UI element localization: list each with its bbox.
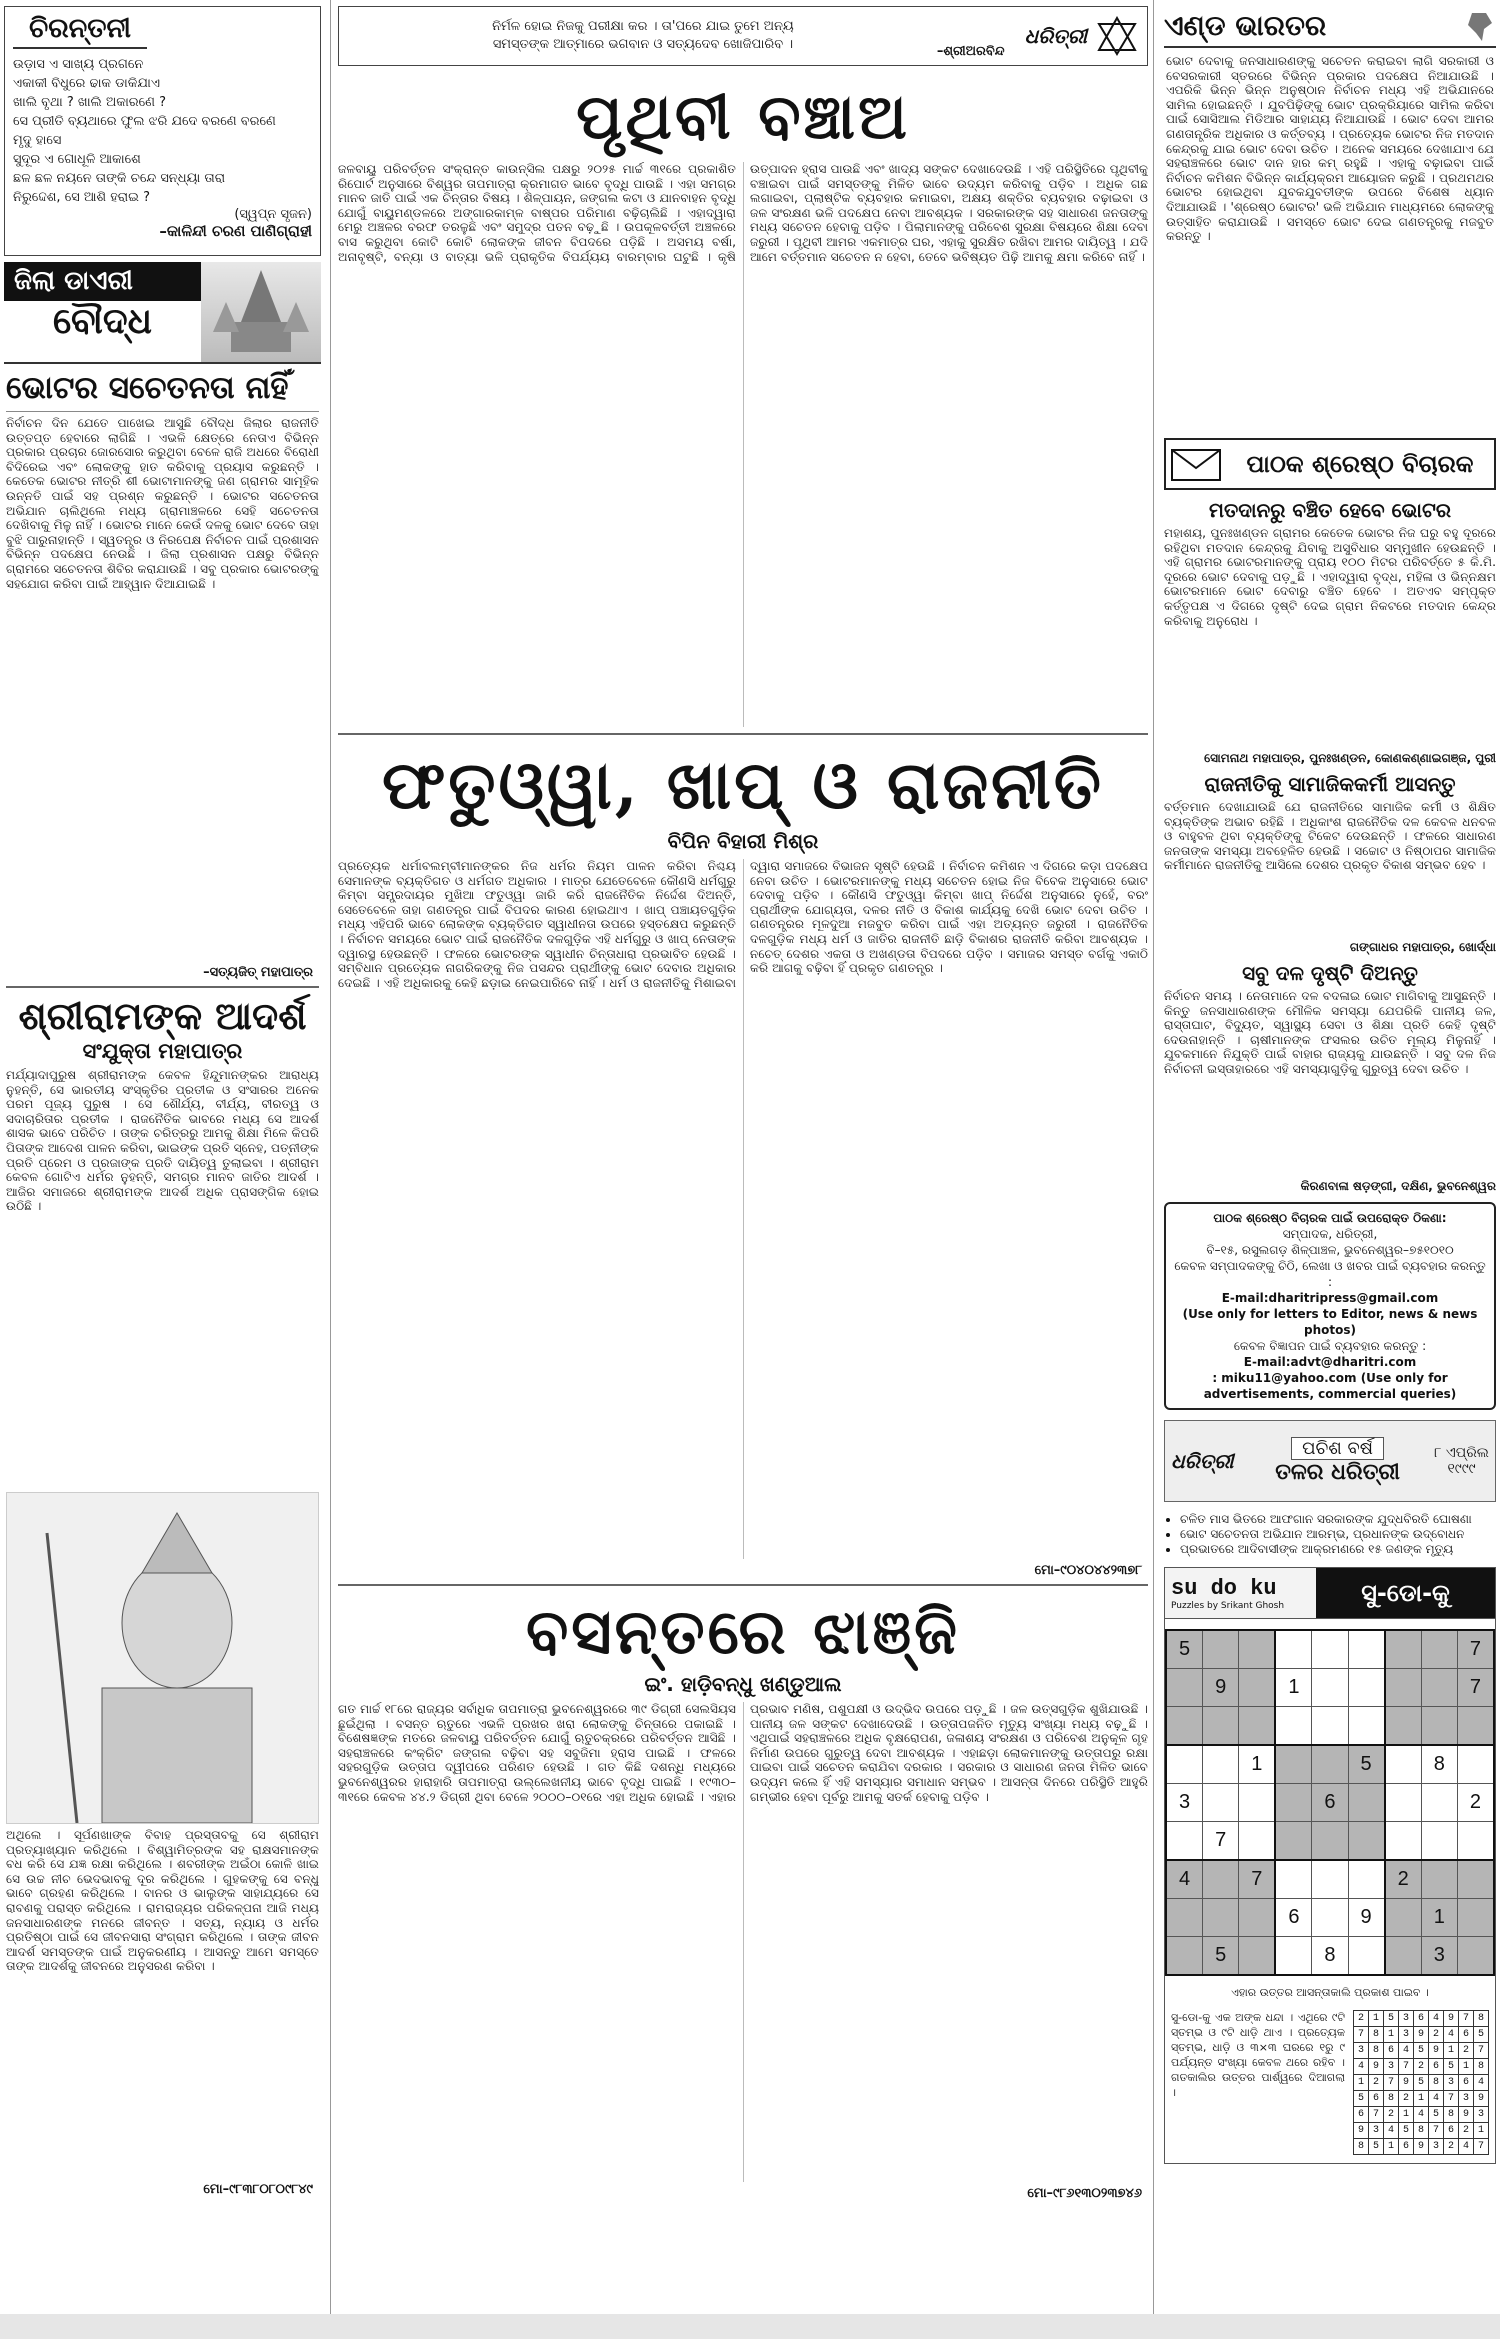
sudoku-answer-cell: 9 (1474, 2091, 1489, 2107)
sudoku-cell (1203, 1745, 1239, 1784)
sudoku-cell (1348, 1937, 1385, 1976)
sudoku-answer-grid (1353, 2010, 1489, 2155)
sudoku-answer-cell: 6 (1459, 2027, 1474, 2043)
sudoku-header (1165, 1568, 1495, 1619)
sudoku-answer-cell: 9 (1414, 2027, 1429, 2043)
rama-image (6, 1492, 319, 1824)
letter3-body: ନିର୍ବାଚନ ସମୟ । ନେତାମାନେ ଦଳ ବଦଳାଇ ଭୋଟ ମାଗିବାକୁ ଆସୁଛନ୍ତି । କିନ୍ତୁ ଜନସାଧାରଣଙ୍କ ମୌଳିକ ସମସ୍ୟା ଯେପରିକି ପାନୀୟ ଜଳ, ରାସ୍ତାଘାଟ, ବିଦ୍ୟୁତ, ସ୍ୱାସ୍ଥ୍ୟ ସେବା ଓ ଶିକ୍ଷା ପ୍ରତି କେହି ଦୃଷ୍ଟି ଦେଉନାହାନ୍ତି । ଚାଷୀମାନଙ୍କ ଫସଲର ଉଚିତ ମୂଲ୍ୟ ମିଳୁନାହିଁ । ଯୁବକମାନେ ନିଯୁକ୍ତି ପାଇଁ ବାହାର ରାଜ୍ୟକୁ ଯାଉଛନ୍ତି । ସବୁ ଦଳ ନିଜ ନିର୍ବାଚନୀ ଇସ୍ତାହାରରେ ଏହି ସମସ୍ୟାଗୁଡ଼ିକୁ ଗୁରୁତ୍ୱ ଦେବା ଉଚିତ । (1164, 989, 1496, 1076)
sudoku-answer-cell: 4 (1414, 2107, 1429, 2123)
sudoku-cell (1275, 1937, 1312, 1976)
sudoku-cell: 2 (1385, 1860, 1422, 1899)
sudoku-answer-cell: 8 (1369, 2043, 1384, 2059)
sudoku-answer-cell: 2 (1459, 2043, 1474, 2059)
sudoku-cell (1457, 1707, 1494, 1746)
sudoku-answer-cell: 1 (1384, 2027, 1399, 2043)
archive-item: • ଚଳିତ ମାସ ଭିତରେ ଆଫଗାନ ସରକାରଙ୍କ ଯୁଦ୍ଧବିରତି ଘୋଷଣା (1180, 1512, 1494, 1527)
sudoku-answer-cell: 3 (1384, 2059, 1399, 2075)
sudoku-answer-cell: 8 (1429, 2075, 1444, 2091)
archive-date2: ୧୯୯୯ (1447, 1461, 1476, 1477)
sudoku-answer-cell: 3 (1444, 2075, 1459, 2091)
sudoku-answer-cell: 7 (1369, 2107, 1384, 2123)
sudoku-cell (1421, 1822, 1457, 1861)
rama-title: ଶ୍ରୀରାମଙ୍କ ଆଦର୍ଶ (18, 994, 307, 1038)
sudoku-answer-cell: 1 (1384, 2139, 1399, 2155)
sudoku-answer-cell: 4 (1384, 2123, 1399, 2139)
sudoku-cell (1239, 1822, 1276, 1861)
sudoku-brand: su do ku (1171, 1575, 1277, 1601)
sudoku-cell (1166, 1745, 1203, 1784)
sudoku-answer-cell: 2 (1414, 2059, 1429, 2075)
earth-body: ଜଳବାୟୁ ପରିବର୍ତ୍ତନ ସଂକ୍ରାନ୍ତ କାଉନ୍ସିଲ ପକ୍ଷରୁ ୨୦୨୫ ମାର୍ଚ୍ଚ ୩୧ରେ ପ୍ରକାଶିତ ରିପୋର୍ଟ ଅନୁସାରେ ବିଶ୍ୱର ତାପମାତ୍ରା କ୍ରମାଗତ ଭାବେ ବୃଦ୍ଧି ପାଉଛି । ଏହା ସମଗ୍ର ମାନବ ଜାତି ପାଇଁ ଏକ ଚିନ୍ତାର ବିଷୟ । ଶିଳ୍ପାୟନ, ଜଙ୍ଗଲ କଟା ଓ ଯାନବାହନ ବୃଦ୍ଧି ଯୋଗୁଁ ବାୟୁମଣ୍ଡଳରେ ଅଙ୍ଗାରକାମ୍ଳ ବାଷ୍ପର ପରିମାଣ ବଢ଼ିଚାଲିଛି । ଏହାଦ୍ୱାରା ମେରୁ ଅଞ୍ଚଳର ବରଫ ତରଳୁଛି ଏବଂ ସମୁଦ୍ର ପତନ ବଢ଼ୁଛି । ଉପକୂଳବର୍ତ୍ତୀ ଅଞ୍ଚଳରେ ବାସ କରୁଥିବା କୋଟି କୋଟି ଲୋକଙ୍କ ଜୀବନ ବିପଦରେ ପଡ଼ିଛି । ଅସମୟ ବର୍ଷା, ଅନାବୃଷ୍ଟି, ବନ୍ୟା ଓ ବାତ୍ୟା ଭଳି ପ୍ରାକୃତିକ ବିପର୍ଯ୍ୟୟ ବାରମ୍ବାର ଘଟୁଛି । କୃଷି ଉତ୍ପାଦନ ହ୍ରାସ ପାଉଛି ଏବଂ ଖାଦ୍ୟ ସଙ୍କଟ ଦେଖାଦେଉଛି । ଏହି ପରିସ୍ଥିତିରେ ପୃଥିବୀକୁ ବଞ୍ଚାଇବା ପାଇଁ ସମସ୍ତଙ୍କୁ ମିଳିତ ଭାବେ ଉଦ୍ୟମ କରିବାକୁ ପଡ଼ିବ । ଅଧିକ ଗଛ ଲଗାଇବା, ପ୍ଲାଷ୍ଟିକ ବ୍ୟବହାର କମାଇବା, ଅକ୍ଷୟ ଶକ୍ତିର ବ୍ୟବହାର ବଢ଼ାଇବା ଓ ଜଳ ସଂରକ୍ଷଣ ଭଳି ପଦକ୍ଷେପ ନେବା ଆବଶ୍ୟକ । ସରକାରଙ୍କ ସହ ସାଧାରଣ ଜନତାଙ୍କୁ ମଧ୍ୟ ସଚେତନ ହେବାକୁ ପଡ଼ିବ । ପିଲାମାନଙ୍କୁ ପରିବେଶ ସୁରକ୍ଷା ବିଷୟରେ ଶିକ୍ଷା ଦେବା ଜରୁରୀ । ପୃଥିବୀ ଆମର ଏକମାତ୍ର ଘର, ଏହାକୁ ସୁରକ୍ଷିତ ରଖିବା ଆମର ଦାୟିତ୍ୱ । ଯଦି ଆମେ ବର୍ତ୍ତମାନ ସଚେତନ ନ ହେବା, ତେବେ ଭବିଷ୍ୟତ ପିଢ଼ି ଆମକୁ କ୍ଷମା କରିବେ ନାହିଁ । (338, 162, 1148, 264)
poem-line: ନିରୁଦ୍ଦେଶ, ସେ ଆଶି ହରାଇ ? (13, 190, 150, 205)
india-map-icon (1462, 9, 1496, 43)
letter3-sign: କିରଣବାଳା ଷଡ଼ଙ୍ଗୀ, ଦକ୍ଷିଣ, ଭୁବନେଶ୍ୱର (1300, 1179, 1496, 1193)
poem-tag: (ସ୍ୱପ୍ନ ସୃଜନ) (234, 207, 312, 222)
letter1-body: ମହାଶୟ, ପୁନଃଖଣ୍ଡନ ଗ୍ରାମର କେତେକ ଭୋଟର ନିଜ ଘରୁ ବହୁ ଦୂରରେ ରହିଥିବା ମତଦାନ କେନ୍ଦ୍ରକୁ ଯିବାକୁ ଅସୁବିଧାର ସମ୍ମୁଖୀନ ହେଉଛନ୍ତି । ଏହି ଗ୍ରାମର ଭୋଟରମାନଙ୍କୁ ପ୍ରାୟ ୧୦୦ ମିଟର ପରିବର୍ତ୍ତେ ୫ କି.ମି. ଦୂରରେ ଭୋଟ ଦେବାକୁ ପଡ଼ୁଛି । ଏହାଦ୍ୱାରା ବୃଦ୍ଧ, ମହିଳା ଓ ଭିନ୍ନକ୍ଷମ ଭୋଟରମାନେ ଭୋଟ ଦେବାରୁ ବଞ୍ଚିତ ହେବେ । ଅତଏବ ସମ୍ପୃକ୍ତ କର୍ତ୍ତୃପକ୍ଷ ଏ ଦିଗରେ ଦୃଷ୍ଟି ଦେଇ ଗ୍ରାମ ନିକଟରେ ମତଦାନ କେନ୍ଦ୍ର କରିବାକୁ ଅନୁରୋଧ । (1164, 526, 1496, 628)
sudoku-answer-cell: 9 (1399, 2075, 1414, 2091)
sudoku-cell (1457, 1899, 1494, 1937)
letters-banner-text: ପାଠକ ଶ୍ରେଷ୍ଠ ବିଚାରକ (1246, 450, 1474, 478)
sudoku-cell (1312, 1860, 1348, 1899)
sudoku-cell (1421, 1669, 1457, 1707)
sudoku-cell (1203, 1899, 1239, 1937)
sudoku-answer-cell: 8 (1444, 2107, 1459, 2123)
rama-phone: ମୋ–୯୮୩୮୦୮୦୯୮୪୯ (203, 2182, 313, 2197)
letter2-body: ବର୍ତ୍ତମାନ ଦେଖାଯାଉଛି ଯେ ରାଜନୀତିରେ ସାମାଜିକ କର୍ମୀ ଓ ଶିକ୍ଷିତ ବ୍ୟକ୍ତିଙ୍କ ଅଭାବ ରହିଛି । ଅଧିକାଂଶ ରାଜନୈତିକ ଦଳ କେବଳ ଧନବଳ ଓ ବାହୁବଳ ଥିବା ବ୍ୟକ୍ତିଙ୍କୁ ଟିକେଟ ଦେଉଛନ୍ତି । ଫଳରେ ସାଧାରଣ ଜନତାଙ୍କ ସମସ୍ୟା ଅବହେଳିତ ହେଉଛି । ସଚ୍ଚୋଟ ଓ ନିଷ୍ଠାପର ସାମାଜିକ କର୍ମୀମାନେ ରାଜନୀତିକୁ ଆସିଲେ ଦେଶର ପ୍ରକୃତ ବିକାଶ ସମ୍ଭବ ହେବ । (1164, 800, 1496, 873)
sudoku-answer-cell: 6 (1354, 2107, 1369, 2123)
sudoku-answer-cell: 1 (1474, 2123, 1489, 2139)
sudoku-cell: 7 (1457, 1669, 1494, 1707)
sudoku-cell (1239, 1899, 1276, 1937)
sudoku-cell: 5 (1348, 1745, 1385, 1784)
sudoku-answer-cell: 5 (1384, 2011, 1399, 2027)
sudoku-answer-cell: 8 (1384, 2091, 1399, 2107)
rama-body: ମର୍ଯ୍ୟାଦାପୁରୁଷ ଶ୍ରୀରାମଙ୍କ କେବଳ ହିନ୍ଦୁମାନଙ୍କର ଆରାଧ୍ୟ ନୁହନ୍ତି, ସେ ଭାରତୀୟ ସଂସ୍କୃତିର ପ୍ରତୀକ ଓ ସଂସାରର ଅନେକ ପରମ ପୂଜ୍ୟ ପୁରୁଷ । ସେ ଶୌର୍ଯ୍ୟ, ବୀର୍ଯ୍ୟ, ବୀରତ୍ୱ ଓ ସଦାଚାରିତାର ପ୍ରତୀକ । ରାଜନୈତିକ ଭାବରେ ମଧ୍ୟ ସେ ଆଦର୍ଶ ଶାସକ ଭାବେ ପରିଚିତ । ତାଙ୍କ ଚରିତ୍ରରୁ ଆମକୁ ଶିକ୍ଷା ମିଳେ କିପରି ପିତାଙ୍କ ଆଦେଶ ପାଳନ କରିବା, ଭାଇଙ୍କ ପ୍ରତି ସ୍ନେହ, ପତ୍ନୀଙ୍କ ପ୍ରତି ପ୍ରେମ ଓ ପ୍ରଜାଙ୍କ ପ୍ରତି ଦାୟିତ୍ୱ ତୁଲାଇବା । ଶ୍ରୀରାମ କେବଳ ଗୋଟିଏ ଧର୍ମର ନୁହନ୍ତି, ସମଗ୍ର ମାନବ ଜାତିର ଆଦର୍ଶ । ଆଜିର ସମାଜରେ ଶ୍ରୀରାମଙ୍କ ଆଦର୍ଶ ଅଧିକ ପ୍ରାସଙ୍ଗିକ ହୋଇ ଉଠିଛି । (6, 1068, 319, 1214)
voter-article (6, 370, 319, 980)
sudoku-cell (1385, 1745, 1422, 1784)
sudoku-answer-cell: 1 (1369, 2011, 1384, 2027)
sudoku-answer-note: ଏହାର ଉତ୍ତର ଆସନ୍ତାକାଲି ପ୍ରକାଶ ପାଇବ । (1231, 1986, 1429, 1999)
sudoku-answer-cell: 1 (1399, 2107, 1414, 2123)
sudoku-answer-cell: 3 (1354, 2043, 1369, 2059)
sudoku-answer-cell: 6 (1459, 2075, 1474, 2091)
quote-box (338, 6, 1148, 66)
sudoku-answer-cell: 6 (1399, 2139, 1414, 2155)
sudoku-cell: 6 (1275, 1899, 1312, 1937)
sudoku-cell (1203, 1630, 1239, 1669)
fatwa-body: ପ୍ରତ୍ୟେକ ଧର୍ମାବଲମ୍ବୀମାନଙ୍କର ନିଜ ଧର୍ମର ନିୟମ ପାଳନ କରିବା ନିଶ୍ଚୟ ସେମାନଙ୍କ ବ୍ୟକ୍ତିଗତ ଓ ଧର୍ମଗତ ଅଧିକାର । ମାତ୍ର ଯେତେବେଳେ କୌଣସି ଧର୍ମଗୁରୁ କିମ୍ବା ସମ୍ପ୍ରଦାୟର ମୁଖିଆ ଫତୁଓ୍ୱା ଜାରି କରି ରାଜନୈତିକ ନିର୍ଦ୍ଦେଶ ଦିଅନ୍ତି, ସେତେବେଳେ ତାହା ଗଣତନ୍ତ୍ର ପାଇଁ ବିପଦର କାରଣ ହୋଇଥାଏ । ଖାପ୍ ପଞ୍ଚାୟତଗୁଡ଼ିକ ମଧ୍ୟ ଏହିପରି ଭାବେ ଲୋକଙ୍କ ବ୍ୟକ୍ତିଗତ ସ୍ୱାଧୀନତା ଉପରେ ହସ୍ତକ୍ଷେପ କରୁଛନ୍ତି । ନିର୍ବାଚନ ସମୟରେ ଭୋଟ ପାଇଁ ରାଜନୈତିକ ଦଳଗୁଡ଼ିକ ଏହି ଧର୍ମଗୁରୁ ଓ ଖାପ୍ ନେତାଙ୍କ ଦ୍ୱାରସ୍ଥ ହେଉଛନ୍ତି । ଫଳରେ ଭୋଟରଙ୍କ ସ୍ୱାଧୀନ ଚିନ୍ତାଧାରା ପ୍ରଭାବିତ ହେଉଛି । ସମ୍ବିଧାନ ପ୍ରତ୍ୟେକ ନାଗରିକଙ୍କୁ ନିଜ ପସନ୍ଦର ପ୍ରାର୍ଥୀଙ୍କୁ ଭୋଟ ଦେବାର ଅଧିକାର ଦେଇଛି । ଏହି ଅଧିକାରକୁ କେହି ଛଡ଼ାଇ ନେଇପାରିବେ ନାହିଁ । ଧର୍ମ ଓ ରାଜନୀତିକୁ ମିଶାଇବା ଦ୍ୱାରା ସମାଜରେ ବିଭାଜନ ସୃଷ୍ଟି ହେଉଛି । ନିର୍ବାଚନ କମିଶନ ଏ ଦିଗରେ କଡ଼ା ପଦକ୍ଷେପ ନେବା ଉଚିତ । ଭୋଟରମାନଙ୍କୁ ମଧ୍ୟ ସଚେତନ ହୋଇ ନିଜ ବିବେକ ଅନୁସାରେ ଭୋଟ ଦେବାକୁ ପଡ଼ିବ । କୌଣସି ଫତୁଓ୍ୱା କିମ୍ବା ଖାପ୍ ନିର୍ଦ୍ଦେଶ ଅନୁସାରେ ନୁହେଁ, ବରଂ ପ୍ରାର୍ଥୀଙ୍କ ଯୋଗ୍ୟତା, ଦଳର ନୀତି ଓ ବିକାଶ କାର୍ଯ୍ୟକୁ ଦେଖି ଭୋଟ ଦେବା ଉଚିତ । ଗଣତନ୍ତ୍ରର ମୂଳଦୁଆ ମଜବୁତ କରିବା ପାଇଁ ଏହା ଅତ୍ୟନ୍ତ ଜରୁରୀ । ରାଜନୈତିକ ଦଳଗୁଡ଼ିକ ମଧ୍ୟ ଧର୍ମ ଓ ଜାତିର ରାଜନୀତି ଛାଡ଼ି ବିକାଶର ରାଜନୀତି କରିବା ଆବଶ୍ୟକ । ନଚେତ୍ ଦେଶର ଏକତା ଓ ଅଖଣ୍ଡତା ବିପଦରେ ପଡ଼ିବ । ସମାଜର ସମସ୍ତ ବର୍ଗକୁ ଏକାଠି କରି ଆଗକୁ ବଢ଼ିବା ହିଁ ପ୍ରକୃତ ଗଣତନ୍ତ୍ର । (338, 859, 1148, 990)
sudoku-answer-cell: 8 (1414, 2123, 1429, 2139)
sudoku-answer-cell: 4 (1399, 2043, 1414, 2059)
sudoku-cell (1166, 1669, 1203, 1707)
sudoku-cell (1385, 1937, 1422, 1976)
sudoku-answer-cell: 2 (1399, 2091, 1414, 2107)
spring-title: ବସନ୍ତରେ ଝାଞ୍ଜି (525, 1595, 961, 1668)
envelope-icon (1166, 442, 1226, 486)
sudoku-answer-cell: 7 (1429, 2123, 1444, 2139)
sudoku-cell (1421, 1860, 1457, 1899)
sudoku-grid (1165, 1629, 1495, 1976)
archive-tag: ତଳର ଧରିତ୍ରୀ (1275, 1460, 1400, 1485)
sudoku-cell: 8 (1421, 1745, 1457, 1784)
sudoku-answer-cell: 2 (1444, 2139, 1459, 2155)
poem-author: –କାଳିନ୍ଦୀ ଚରଣ ପାଣିଗ୍ରାହୀ (159, 222, 312, 240)
voter-title: ଭୋଟର ସଚେତନତା ନାହିଁ (6, 370, 289, 406)
sudoku-answer-cell: 1 (1459, 2059, 1474, 2075)
sudoku-cell (1421, 1784, 1457, 1822)
sudoku-cell (1239, 1784, 1276, 1822)
temple-icon (201, 262, 321, 362)
diary-place: ବୌଦ୍ଧ (53, 301, 152, 342)
sudoku-cell (1385, 1707, 1422, 1746)
poem-line: ସୁଦୂର ଏ ଗୋଧୂଳି ଆକାଶେ (13, 152, 141, 167)
rama-body2: ଅଥିଲେ । ସୂର୍ପଣଖାଙ୍କ ବିବାହ ପ୍ରସ୍ତାବକୁ ସେ ଶ୍ରୀରାମ ପ୍ରତ୍ୟାଖ୍ୟାନ କରିଥିଲେ । ବିଶ୍ୱାମିତ୍ରଙ୍କ ସହ ରାକ୍ଷସମାନଙ୍କ ବଧ କରି ସେ ଯଜ୍ଞ ରକ୍ଷା କରିଥିଲେ । ଶବରୀଙ୍କ ଅଇଁଠା କୋଳି ଖାଇ ସେ ଉଚ୍ଚ ନୀଚ ଭେଦଭାବକୁ ଦୂର କରିଥିଲେ । ଗୁହକଙ୍କୁ ସେ ବନ୍ଧୁ ଭାବେ ଗ୍ରହଣ କରିଥିଲେ । ବାନର ଓ ଭାଲୁଙ୍କ ସାହାଯ୍ୟରେ ସେ ରାବଣକୁ ପରାସ୍ତ କରିଥିଲେ । ରାମରାଜ୍ୟର ପରିକଳ୍ପନା ଆଜି ମଧ୍ୟ ଜନସାଧାରଣଙ୍କ ମନରେ ଜୀବନ୍ତ । ସତ୍ୟ, ନ୍ୟାୟ ଓ ଧର୍ମର ପ୍ରତିଷ୍ଠା ପାଇଁ ସେ ଜୀବନସାରା ସଂଗ୍ରାମ କରିଥିଲେ । ତାଙ୍କ ଜୀବନ ଆଦର୍ଶ ସମସ୍ତଙ୍କ ପାଇଁ ଅନୁକରଣୀୟ । ଆସନ୍ତୁ ଆମେ ସମସ୍ତେ ତାଙ୍କ ଆଦର୍ଶକୁ ଜୀବନରେ ଅନୁସରଣ କରିବା । (6, 1828, 319, 1974)
sudoku-cell (1348, 1630, 1385, 1669)
sudoku-answer-cell: 9 (1459, 2107, 1474, 2123)
sudoku-cell (1348, 1784, 1385, 1822)
sudoku-cell (1275, 1630, 1312, 1669)
letter2-title: ରାଜନୀତିକୁ ସାମାଜିକକର୍ମୀ ଆସନ୍ତୁ (1204, 772, 1456, 796)
middle-column (338, 0, 1148, 2314)
temple-image (201, 262, 321, 362)
quote-line1: ନିର୍ମଳ ହୋଇ ନିଜକୁ ପରୀକ୍ଷା କର । ତା'ପରେ ଯାଇ ତୁମେ ଅନ୍ୟ (492, 19, 794, 34)
adv-email-note: advertisements, commercial queries) (1203, 1387, 1457, 1401)
archive-years: ପଚିଶ ବର୍ଷ (1291, 1437, 1384, 1460)
sudoku-cell (1348, 1669, 1385, 1707)
sudoku-cell: 1 (1275, 1669, 1312, 1707)
diary-label: ଜିଲା ଡାଏରୀ (4, 262, 201, 301)
sudoku-cell (1275, 1860, 1312, 1899)
sudoku-cell (1239, 1937, 1276, 1976)
sudoku-answer-cell: 7 (1474, 2139, 1489, 2155)
rama-illustration-icon (7, 1493, 320, 1823)
letter1-sign: ସୋମନାଥ ମହାପାତ୍ର, ପୁନଃଖଣ୍ଡନ, କୋଣକଣ୍ଣାଇଗଞ୍ଜ, ପୁରୀ (1204, 751, 1496, 765)
sudoku-cell: 3 (1166, 1784, 1203, 1822)
column-body: ଭୋଟ ଦେବାକୁ ଜନସାଧାରଣଙ୍କୁ ସଚେତନ କରାଇବା ଲାଗି ସରକାରୀ ଓ ବେସରକାରୀ ସ୍ତରରେ ବିଭିନ୍ନ ପ୍ରକାର ପଦକ୍ଷେପ ନିଆଯାଉଛି । ଏପରିକି ଭିନ୍ନ ଭିନ୍ନ ଅନୁଷ୍ଠାନ ନିର୍ବାଚନ ମଧ୍ୟ ଏହି ଅଭିଯାନରେ ସାମିଲ ହୋଇଛନ୍ତି । ଯୁବପିଢ଼ିଙ୍କୁ ଭୋଟ ପ୍ରକ୍ରିୟାରେ ସାମିଲ କରିବା ପାଇଁ ସୋସିଆଲ ମିଡିଆର ସାହାଯ୍ୟ ନିଆଯାଉଛି । ଭୋଟ ଦେବା ଆମର ଗଣତାନ୍ତ୍ରିକ ଅଧିକାର ଓ କର୍ତ୍ତବ୍ୟ । ପ୍ରତ୍ୟେକ ଭୋଟର ନିଜ ମତଦାନ କେନ୍ଦ୍ରକୁ ଯାଇ ଭୋଟ ଦେବା ଉଚିତ । ଅନେକ ସମୟରେ ଦେଖାଯାଏ ଯେ ସହରାଞ୍ଚଳରେ ଭୋଟ ଦାନ ହାର କମ୍ ରହୁଛି । ଏହାକୁ ବଢ଼ାଇବା ପାଇଁ ନିର୍ବାଚନ କମିଶନ ବିଭିନ୍ନ କାର୍ଯ୍ୟକ୍ରମ ଆୟୋଜନ କରୁଛି । ପ୍ରଥମଥର ଭୋଟର ହୋଇଥିବା ଯୁବକଯୁବତୀଙ୍କ ଉପରେ ବିଶେଷ ଧ୍ୟାନ ଦିଆଯାଉଛି । 'ଶ୍ରେଷ୍ଠ ଭୋଟର' ଭଳି ଅଭିଯାନ ମାଧ୍ୟମରେ ଲୋକଙ୍କୁ ଉତ୍ସାହିତ କରାଯାଉଛି । ସମସ୍ତେ ଭୋଟ ଦେଇ ଗଣତନ୍ତ୍ରକୁ ମଜବୁତ କରନ୍ତୁ । (1166, 54, 1494, 244)
sudoku-answer-cell: 6 (1414, 2011, 1429, 2027)
archive-item: • ପ୍ରଭାତରେ ଆଦିବାସୀଙ୍କ ଆକ୍ରମଣରେ ୧୫ ଜଣଙ୍କ ମୃତ୍ୟୁ (1180, 1542, 1494, 1557)
address-title: ପାଠକ ଶ୍ରେଷ୍ଠ ବିଚାରକ ପାଇଁ ଉପରୋକ୍ତ ଠିକଣା: (1213, 1211, 1447, 1225)
sudoku-cell (1166, 1937, 1203, 1976)
spring-article (338, 1592, 1148, 2201)
quote-logo: ଧରିତ୍ରୀ (1024, 24, 1087, 48)
sudoku-cell: 1 (1239, 1745, 1276, 1784)
sudoku-cell (1312, 1669, 1348, 1707)
sudoku-answer-cell: 2 (1384, 2107, 1399, 2123)
sudoku-cell (1457, 1937, 1494, 1976)
sudoku-answer-cell: 3 (1399, 2027, 1414, 2043)
sudoku-answer-cell: 9 (1369, 2059, 1384, 2075)
letter2-sign: ଗଙ୍ଗାଧର ମହାପାତ୍ର, ଖୋର୍ଦ୍ଧା (1349, 940, 1496, 954)
sudoku-title: ସୁ-ଡୋ-କୁ (1316, 1568, 1495, 1618)
poem-lines (13, 55, 312, 207)
sudoku-answer-cell: 7 (1459, 2011, 1474, 2027)
sudoku-cell (1312, 1822, 1348, 1861)
sudoku-cell (1312, 1899, 1348, 1937)
sudoku-cell (1385, 1669, 1422, 1707)
adv-email2[interactable]: : miku11@yahoo.com (Use only for (1212, 1371, 1448, 1385)
sudoku-cell (1348, 1822, 1385, 1861)
archive-item: • ଭୋଟ ସଚେତନତା ଅଭିଯାନ ଆରମ୍ଭ, ପ୍ରଧାନଙ୍କ ଉଦ୍ବୋଧନ (1180, 1527, 1494, 1542)
editor-email-note: (Use only for letters to Editor, news & news photos) (1182, 1307, 1478, 1337)
sudoku-cell (1239, 1669, 1276, 1707)
sudoku-answer-cell: 4 (1444, 2027, 1459, 2043)
archive-list (1166, 1512, 1494, 1557)
sudoku-answer-cell: 3 (1459, 2091, 1474, 2107)
sudoku-answer-cell: 7 (1474, 2043, 1489, 2059)
sudoku-cell: 7 (1457, 1630, 1494, 1669)
rama-article (6, 986, 319, 2197)
sudoku-answer-cell: 6 (1429, 2059, 1444, 2075)
fatwa-title: ଫତୁଓ୍ୱା, ଖାପ୍ ଓ ରାଜନୀତି (382, 746, 1104, 824)
sudoku-answer-cell: 5 (1429, 2107, 1444, 2123)
sudoku-answer-cell: 2 (1459, 2123, 1474, 2139)
sudoku-cell (1275, 1822, 1312, 1861)
sudoku-cell (1457, 1822, 1494, 1861)
sudoku-cell: 6 (1312, 1784, 1348, 1822)
sudoku-cell (1166, 1822, 1203, 1861)
sudoku-rules: ସୁ-ଡୋ-କୁ ଏକ ଅଙ୍କ ଧନ୍ଦା । ଏଥିରେ ୯ଟି ସ୍ତମ୍ଭ ଓ ୯ଟି ଧାଡ଼ି ଥାଏ । ପ୍ରତ୍ୟେକ ସ୍ତମ୍ଭ, ଧାଡ଼ି ଓ ୩×୩ ଘରରେ ୧ରୁ ୯ ପର୍ଯ୍ୟନ୍ତ ସଂଖ୍ୟା କେବଳ ଥରେ ରହିବ । ଗତକାଲିର ଉତ୍ତର ପାର୍ଶ୍ୱରେ ଦିଆଗଲା । (1171, 2011, 1345, 2099)
letter1-title: ମତଦାନରୁ ବଞ୍ଚିତ ହେବେ ଭୋଟର (1208, 498, 1451, 522)
address-box (1164, 1202, 1496, 1410)
sudoku-answer-cell: 5 (1414, 2075, 1429, 2091)
sudoku-answer-cell: 9 (1444, 2011, 1459, 2027)
sudoku-answer-cell: 5 (1399, 2123, 1414, 2139)
sudoku-cell (1348, 1707, 1385, 1746)
sudoku-cell (1421, 1707, 1457, 1746)
right-column (1160, 0, 1500, 2314)
sudoku-cell (1312, 1630, 1348, 1669)
adv-line: କେବଳ ବିଜ୍ଞାପନ ପାଇଁ ବ୍ୟବହାର କରନ୍ତୁ : (1233, 1339, 1427, 1353)
sudoku-cell: 1 (1421, 1899, 1457, 1937)
sudoku-answer-cell: 7 (1444, 2091, 1459, 2107)
page-footer-bar (0, 2314, 1500, 2339)
sudoku-cell (1203, 1707, 1239, 1746)
editor-email[interactable]: E-mail:dharitripress@gmail.com (1221, 1291, 1439, 1305)
spring-phone: ମୋ–୯୮୬୧୩୦୨୩୭୪୬ (1027, 2186, 1142, 2201)
sudoku-cell (1239, 1707, 1276, 1746)
sudoku-cell: 2 (1457, 1784, 1494, 1822)
sudoku-answer-cell: 5 (1354, 2091, 1369, 2107)
sudoku-answer-cell: 6 (1384, 2043, 1399, 2059)
sudoku-answer-cell: 2 (1369, 2075, 1384, 2091)
left-column (0, 0, 325, 2314)
earth-title: ପୃଥିବୀ ବଞ୍ଚାଅ (576, 80, 910, 153)
spring-body: ଗତ ମାର୍ଚ୍ଚ ୧୮ରେ ରାଜ୍ୟର ସର୍ବାଧିକ ତାପମାତ୍ରା ଭୁବନେଶ୍ୱରରେ ୩୯ ଡିଗ୍ରୀ ସେଲସିୟସ ଛୁଇଁଥିଲା । ବସନ୍ତ ଋତୁରେ ଏଭଳି ପ୍ରଖର ଖରା ଲୋକଙ୍କୁ ଚିନ୍ତାରେ ପକାଇଛି । ବିଶେଷଜ୍ଞଙ୍କ ମତରେ ଜଳବାୟୁ ପରିବର୍ତ୍ତନ ଯୋଗୁଁ ଋତୁଚକ୍ରରେ ପରିବର୍ତ୍ତନ ଆସିଛି । ସହରାଞ୍ଚଳରେ କଂକ୍ରିଟ ଜଙ୍ଗଲ ବଢ଼ିବା ସହ ସବୁଜିମା ହ୍ରାସ ପାଇଛି । ଫଳରେ ସହରଗୁଡ଼ିକ ଉତ୍ତାପ ଦ୍ୱୀପରେ ପରିଣତ ହେଉଛି । ଗତ କିଛି ଦଶନ୍ଧି ମଧ୍ୟରେ ଭୁବନେଶ୍ୱରର ହାରାହାରି ତାପମାତ୍ରା ଉଲ୍ଲେଖନୀୟ ଭାବେ ବୃଦ୍ଧି ପାଇଛି । ୧୯୩୦–୩୧ରେ କେବଳ ୪୪.୨ ଡିଗ୍ରୀ ଥିବା ବେଳେ ୨୦୦୦–୦୧ରେ ଏହା ଅଧିକ ହୋଇଛି । ଏହାର ପ୍ରଭାବ ମଣିଷ, ପଶୁପକ୍ଷୀ ଓ ଉଦ୍ଭିଦ ଉପରେ ପଡ଼ୁଛି । ଜଳ ଉତ୍ସଗୁଡ଼ିକ ଶୁଖିଯାଉଛି । ପାନୀୟ ଜଳ ସଙ୍କଟ ଦେଖାଦେଉଛି । ଉତ୍ତାପଜନିତ ମୃତ୍ୟୁ ସଂଖ୍ୟା ମଧ୍ୟ ବଢ଼ୁଛି । ଏଥିପାଇଁ ସହରାଞ୍ଚଳରେ ଅଧିକ ବୃକ୍ଷରୋପଣ, ଜଳାଶୟ ସଂରକ୍ଷଣ ଓ ପରିବେଶ ଅନୁକୂଳ ଗୃହ ନିର୍ମାଣ ଉପରେ ଗୁରୁତ୍ୱ ଦେବା ଆବଶ୍ୟକ । ଏହାଛଡ଼ା ଲୋକମାନଙ୍କୁ ଉତ୍ତାପରୁ ରକ୍ଷା ପାଇବା ପାଇଁ ସଚେତନ କରାଯିବା ଦରକାର । ସରକାର ଓ ସାଧାରଣ ଜନତା ମିଳିତ ଭାବେ ଉଦ୍ୟମ କଲେ ହିଁ ଏହି ସମସ୍ୟାର ସମାଧାନ ସମ୍ଭବ । ଆସନ୍ତା ଦିନରେ ପରିସ୍ଥିତି ଆହୁରି ଗମ୍ଭୀର ହେବା ପୂର୍ବରୁ ଆମକୁ ସତର୍କ ହେବାକୁ ପଡ଼ିବ । (338, 1702, 1148, 1804)
adv-email[interactable]: E-mail:advt@dharitri.com (1243, 1355, 1417, 1369)
sudoku-answer-cell: 9 (1429, 2043, 1444, 2059)
sudoku-cell (1203, 1784, 1239, 1822)
fatwa-phone: ମୋ–୯୦୪୦୪୪୨୩୭୮ (1034, 1563, 1142, 1578)
sudoku-answer-cell: 2 (1354, 2011, 1369, 2027)
sudoku-answer-cell: 8 (1474, 2059, 1489, 2075)
sudoku-cell: 4 (1166, 1860, 1203, 1899)
star-emblem-icon (1097, 16, 1137, 56)
sudoku-answer-cell: 7 (1354, 2027, 1369, 2043)
sudoku-cell (1275, 1707, 1312, 1746)
quote-source: –ଶ୍ରୀଅରବିନ୍ଦ (936, 44, 1005, 59)
sudoku-answer-cell: 8 (1354, 2139, 1369, 2155)
sudoku-cell (1385, 1630, 1422, 1669)
sudoku-answer-cell: 4 (1354, 2059, 1369, 2075)
poem-line: ଖାଲି ବୃଥା ? ଖାଲି ଅକାରଣେ ? (13, 95, 167, 110)
quote-line2: ସମସ୍ତଙ୍କ ଆତ୍ମାରେ ଭଗବାନ ଓ ସତ୍ୟଦେବ ଖୋଜିପାରିବ । (492, 37, 794, 52)
sudoku-cell: 3 (1421, 1937, 1457, 1976)
sudoku-section (1164, 1567, 1496, 2164)
sudoku-cell (1421, 1630, 1457, 1669)
sudoku-answer-cell: 6 (1369, 2091, 1384, 2107)
sudoku-answer-cell: 3 (1474, 2107, 1489, 2123)
sudoku-answer-cell: 5 (1474, 2027, 1489, 2043)
sudoku-answer-cell: 4 (1474, 2075, 1489, 2091)
fatwa-article (338, 741, 1148, 1578)
column-title: ଏଣ୍ଡ ଭାରତର (1164, 9, 1327, 42)
district-diary (4, 262, 321, 364)
address-line: ବି–୧୫, ରସୁଲଗଡ଼ ଶିଳ୍ପାଞ୍ଚଳ, ଭୁବନେଶ୍ୱର–୭୫୧୦୧୦ (1206, 1243, 1454, 1257)
spring-author: ଇଂ. ହାଡ଼ିବନ୍ଧୁ ଖଣ୍ଡୁଆଲ (644, 1672, 842, 1696)
voter-body: ନିର୍ବାଚନ ଦିନ ଯେତେ ପାଖେଇ ଆସୁଛି ବୌଦ୍ଧ ଜିଲାର ରାଜନୀତି ଉତ୍ତପ୍ତ ହେବାରେ ଲାଗିଛି । ଏଭଳି କ୍ଷେତ୍ରେ ନେତାଏ ବିଭିନ୍ନ ପ୍ରକାର ପ୍ରଚାର ଜୋରସୋର କରୁଥିବା ବେଳେ ରାଜି ଅଧରେ ବିରୋଧୀ ବିଦିରେଇ ଏବଂ ଲୋକଙ୍କୁ ହାତ କରିବାକୁ ପ୍ରୟାସ କରୁଛନ୍ତି । କେତେକ ଭୋଟର ନୀତ୍ରି ଶୀ ଭୋଟାମାନଙ୍କୁ ଜଣ ଗ୍ରାମର ସାମୂହିକ ଉନ୍ନତି ପାଇଁ ସହ ପ୍ରଶ୍ନ କରୁଛନ୍ତି । ଭୋଟର ସଚେତନତା ଅଭିଯାନ ଚାଲିଥିଲେ ମଧ୍ୟ ଗ୍ରାମାଞ୍ଚଳରେ ସେହି ସଚେତନତା ଦେଖିବାକୁ ମିଳୁ ନାହିଁ । ଭୋଟର ମାନେ କେଉଁ ଦଳକୁ ଭୋଟ ଦେବେ ତାହା ବୁଝି ପାରୁନାହାନ୍ତି । ସ୍ୱତନ୍ତ୍ର ଓ ନିରପେକ୍ଷ ନିର୍ବାଚନ ପାଇଁ ପ୍ରଶାସନ ବିଭିନ୍ନ ପଦକ୍ଷେପ ନେଉଛି । ଜିଲା ପ୍ରଶାସନ ପକ୍ଷରୁ ବିଭିନ୍ନ ଗ୍ରାମରେ ସଚେତନତା ଶିବିର କରାଯାଉଛି । ସବୁ ପ୍ରକାର ଭୋଟରଙ୍କୁ ସହଯୋଗ କରିବା ପାଇଁ ଆହ୍ୱାନ ଦିଆଯାଇଛି । (6, 416, 319, 591)
sudoku-cell (1385, 1822, 1422, 1861)
sudoku-cell (1166, 1899, 1203, 1937)
sudoku-cell: 5 (1203, 1937, 1239, 1976)
sudoku-cell: 5 (1166, 1630, 1203, 1669)
sudoku-cell (1312, 1707, 1348, 1746)
sudoku-cell: 9 (1348, 1899, 1385, 1937)
sudoku-answer-cell: 6 (1444, 2123, 1459, 2139)
archive-logo: ଧରିତ୍ରୀ (1171, 1449, 1234, 1473)
sudoku-answer-cell: 3 (1429, 2139, 1444, 2155)
sudoku-answer-cell: 9 (1354, 2123, 1369, 2139)
sudoku-answer-cell: 3 (1369, 2123, 1384, 2139)
poem-line: ଛଳ ଛଳ ନୟନେ ତାଙ୍କି ଚନ୍ଦେ ସନ୍ଧ୍ୟା ତାରା (13, 171, 226, 186)
letter3-title: ସବୁ ଦଳ ଦୃଷ୍ଟି ଦିଅନ୍ତୁ (1242, 961, 1418, 985)
address-line: ସମ୍ପାଦକ, ଧରିତ୍ରୀ, (1282, 1227, 1378, 1241)
poem-line: ସେ ପ୍ରୀତି ବ୍ୟଥାରେ ଫୁଲ ଝରି ଯଦେ ବରଣେ ବରଣେ (13, 114, 276, 129)
sudoku-answer-cell: 1 (1354, 2075, 1369, 2091)
sudoku-cell (1457, 1745, 1494, 1784)
sudoku-answer-cell: 9 (1414, 2139, 1429, 2155)
archive-box (1164, 1420, 1496, 1502)
address-line: କେବଳ ସମ୍ପାଦକଙ୍କୁ ଚିଠି, ଲେଖା ଓ ଖବର ପାଇଁ ବ୍ୟବହାର କରନ୍ତୁ : (1174, 1259, 1486, 1289)
sudoku-answer-cell: 1 (1444, 2043, 1459, 2059)
sudoku-cell: 8 (1312, 1937, 1348, 1976)
poem-box (4, 6, 321, 256)
sudoku-answer-cell: 4 (1429, 2091, 1444, 2107)
rama-author: ସଂଯୁକ୍ତା ମହାପାତ୍ର (82, 1039, 243, 1063)
sudoku-cell (1385, 1899, 1422, 1937)
sudoku-answer-cell: 4 (1429, 2011, 1444, 2027)
sudoku-cell (1348, 1860, 1385, 1899)
sudoku-cell (1275, 1745, 1312, 1784)
sudoku-byline: Puzzles by Srikant Ghosh (1171, 1600, 1285, 1611)
sudoku-cell (1457, 1860, 1494, 1899)
sudoku-answer-cell: 3 (1399, 2011, 1414, 2027)
fatwa-author: ବିପିନ ବିହାରୀ ମିଶ୍ର (667, 829, 819, 853)
sudoku-answer-cell: 5 (1444, 2059, 1459, 2075)
sudoku-answer-cell: 5 (1414, 2043, 1429, 2059)
sudoku-cell (1239, 1630, 1276, 1669)
poem-line: ମୃଦୁ ହାସେ (13, 133, 62, 148)
poem-line: ଉଡ଼ାସ ଏ ସାଖ୍ୟ ପ୍ରଗନେ (13, 57, 144, 72)
earth-article (338, 72, 1148, 727)
sudoku-cell (1275, 1784, 1312, 1822)
poem-title: ଚିରନ୍ତନୀ (13, 11, 147, 49)
sudoku-cell (1385, 1784, 1422, 1822)
sudoku-cell: 7 (1203, 1822, 1239, 1861)
sudoku-answer-cell: 5 (1369, 2139, 1384, 2155)
sudoku-answer-cell: 1 (1414, 2091, 1429, 2107)
sudoku-cell (1166, 1707, 1203, 1746)
archive-date1: ୮ ଏପ୍ରିଲ (1434, 1445, 1489, 1461)
poem-line: ଏକାକୀ ବିଧୁରେ ଢାକ ଡାକିଯାଏ (13, 76, 160, 91)
sudoku-answer-cell: 7 (1399, 2059, 1414, 2075)
sudoku-answer-cell: 7 (1384, 2075, 1399, 2091)
sudoku-cell: 9 (1203, 1669, 1239, 1707)
sudoku-cell (1203, 1860, 1239, 1899)
sudoku-answer-cell: 8 (1369, 2027, 1384, 2043)
voter-sign: –ସତ୍ୟଜିତ୍ ମହାପାତ୍ର (203, 965, 313, 980)
letters-banner (1164, 438, 1496, 490)
sudoku-answer-cell: 8 (1474, 2011, 1489, 2027)
sudoku-cell (1312, 1745, 1348, 1784)
column-header (1164, 6, 1496, 48)
sudoku-answer-cell: 4 (1459, 2139, 1474, 2155)
sudoku-answer-cell: 2 (1429, 2027, 1444, 2043)
sudoku-cell: 7 (1239, 1860, 1276, 1899)
letters-section (1164, 438, 1496, 1410)
